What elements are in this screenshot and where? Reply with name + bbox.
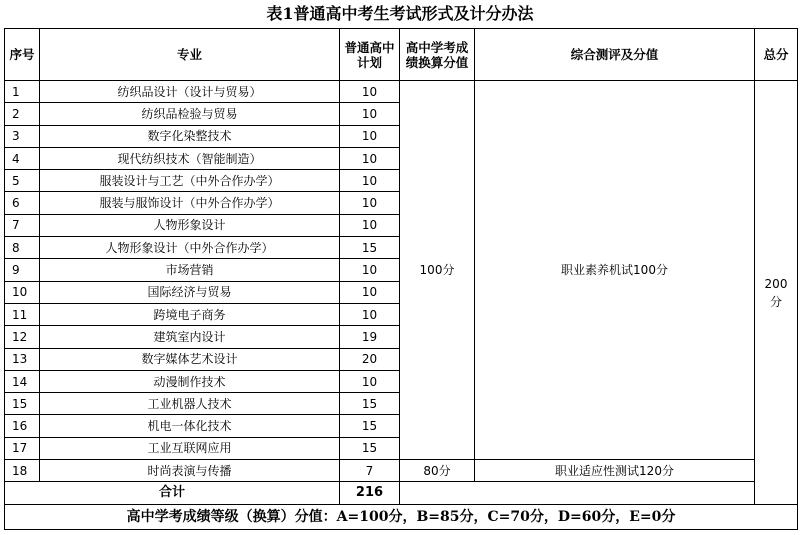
row-plan: 10 (340, 259, 400, 281)
row-major: 市场营销 (40, 259, 340, 281)
row-seq: 4 (5, 147, 40, 169)
row-seq: 16 (5, 415, 40, 437)
row-major: 数字化染整技术 (40, 125, 340, 147)
converted-score-cell-18: 80分 (400, 460, 475, 482)
converted-score-cell: 100分 (400, 81, 475, 460)
row-seq: 13 (5, 348, 40, 370)
table-body (5, 81, 798, 530)
row-plan: 10 (340, 192, 400, 214)
row-seq: 2 (5, 103, 40, 125)
row-major: 现代纺织技术（智能制造） (40, 147, 340, 169)
row-plan: 20 (340, 348, 400, 370)
row-major: 人物形象设计（中外合作办学） (40, 237, 340, 259)
row-seq: 9 (5, 259, 40, 281)
summary-plan-total: 216 (340, 482, 400, 505)
row-seq: 1 (5, 81, 40, 103)
summary-empty (400, 482, 755, 505)
total-score-cell: 200分 (755, 81, 798, 505)
row-plan: 15 (340, 415, 400, 437)
row-seq: 3 (5, 125, 40, 147)
row-seq: 7 (5, 214, 40, 236)
row-major: 纺织品设计（设计与贸易） (40, 81, 340, 103)
row-seq: 6 (5, 192, 40, 214)
comprehensive-score-cell: 职业素养机试100分 (475, 81, 755, 460)
scoring-table (4, 28, 798, 530)
row-major: 建筑室内设计 (40, 326, 340, 348)
row-seq: 18 (5, 460, 40, 482)
row-major: 数字媒体艺术设计 (40, 348, 340, 370)
row-plan: 10 (340, 125, 400, 147)
row-major: 纺织品检验与贸易 (40, 103, 340, 125)
row-plan: 15 (340, 393, 400, 415)
header-row (5, 29, 798, 81)
row-major: 时尚表演与传播 (40, 460, 340, 482)
header-comprehensive: 综合测评及分值 (475, 29, 755, 81)
header-plan: 普通高中计划 (340, 29, 400, 81)
header-seq: 序号 (5, 29, 40, 81)
row-plan: 10 (340, 81, 400, 103)
row-major: 工业互联网应用 (40, 437, 340, 459)
row-major: 动漫制作技术 (40, 370, 340, 392)
row-plan: 10 (340, 147, 400, 169)
row-seq: 11 (5, 303, 40, 325)
row-seq: 5 (5, 170, 40, 192)
row-seq: 14 (5, 370, 40, 392)
summary-label: 合计 (5, 482, 340, 505)
header-major: 专业 (40, 29, 340, 81)
table-row (5, 460, 798, 482)
row-plan: 7 (340, 460, 400, 482)
table-row (5, 81, 798, 103)
row-major: 机电一体化技术 (40, 415, 340, 437)
row-plan: 10 (340, 281, 400, 303)
row-plan: 10 (340, 214, 400, 236)
row-plan: 15 (340, 237, 400, 259)
grade-footnote: 高中学考成绩等级（换算）分值：A=100分，B=85分，C=70分，D=60分，E=0分 (5, 505, 798, 530)
row-major: 国际经济与贸易 (40, 281, 340, 303)
footnote-row (5, 505, 798, 530)
row-seq: 15 (5, 393, 40, 415)
header-converted: 高中学考成绩换算分值 (400, 29, 475, 81)
comprehensive-score-cell-18: 职业适应性测试120分 (475, 460, 755, 482)
table-title: 表1普通高中考生考试形式及计分办法 (266, 4, 534, 23)
row-major: 工业机器人技术 (40, 393, 340, 415)
row-major: 人物形象设计 (40, 214, 340, 236)
row-major: 服装设计与工艺（中外合作办学） (40, 170, 340, 192)
summary-row (5, 482, 798, 505)
row-seq: 10 (5, 281, 40, 303)
row-seq: 12 (5, 326, 40, 348)
row-plan: 19 (340, 326, 400, 348)
row-plan: 15 (340, 437, 400, 459)
row-major: 服装与服饰设计（中外合作办学） (40, 192, 340, 214)
header-total: 总分 (755, 29, 798, 81)
row-seq: 8 (5, 237, 40, 259)
row-plan: 10 (340, 103, 400, 125)
row-seq: 17 (5, 437, 40, 459)
row-major: 跨境电子商务 (40, 303, 340, 325)
row-plan: 10 (340, 170, 400, 192)
row-plan: 10 (340, 370, 400, 392)
row-plan: 10 (340, 303, 400, 325)
